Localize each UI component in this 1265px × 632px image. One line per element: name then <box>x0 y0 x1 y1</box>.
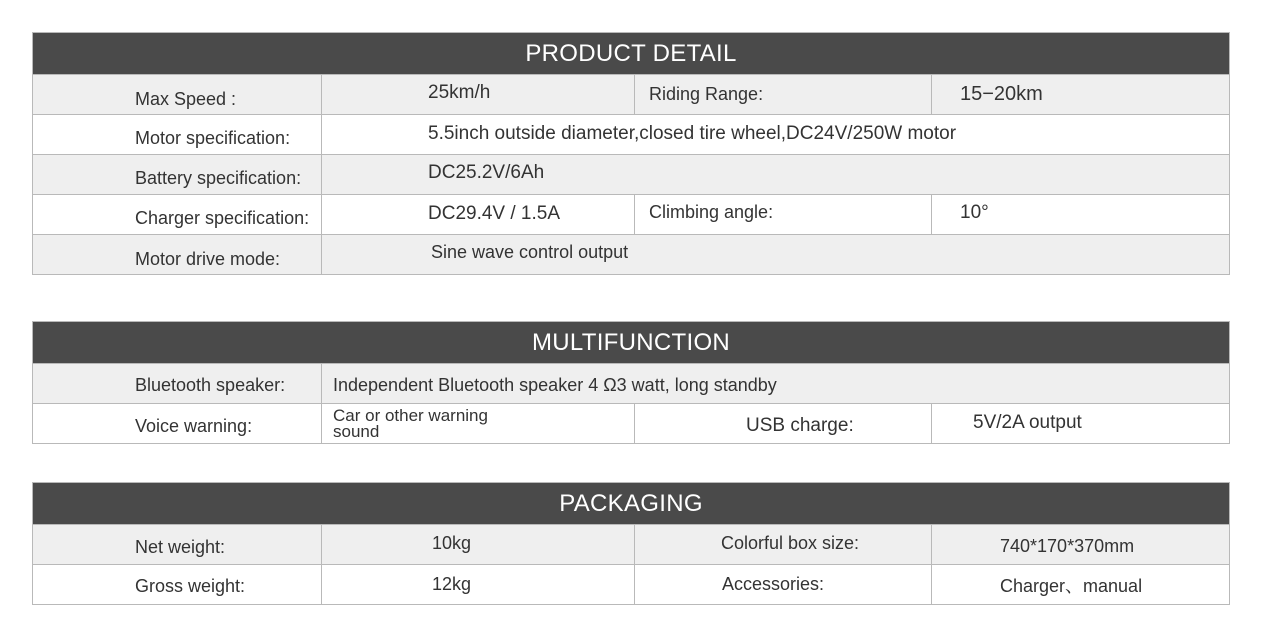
climbing-angle-label: Climbing angle: <box>649 202 774 222</box>
voice-warning-value <box>333 404 488 443</box>
max-speed-value: 25km/h <box>428 81 491 103</box>
table-row <box>33 524 1229 564</box>
multifunction-title: MULTIFUNCTION <box>33 322 1229 363</box>
motor-spec-value: 5.5inch outside diameter,closed tire wheel,DC24V/250W motor <box>428 122 957 144</box>
table-row <box>33 403 1229 443</box>
climbing-angle-value: 10° <box>960 201 989 223</box>
charger-spec-label: Charger specification: <box>135 208 310 228</box>
box-size-value: 740*170*370mm <box>1000 536 1135 556</box>
table-row <box>33 234 1229 274</box>
usb-charge-label: USB charge: <box>746 414 854 436</box>
voice-warning-value-line2: sound <box>333 421 380 441</box>
packaging-table <box>32 482 1230 605</box>
packaging-title: PACKAGING <box>33 483 1229 524</box>
box-size-label: Colorful box size: <box>721 533 860 553</box>
table-row <box>33 154 1229 194</box>
voice-warning-value-line1: Car or other warning <box>333 405 488 425</box>
battery-spec-value: DC25.2V/6Ah <box>428 161 545 183</box>
battery-spec-label: Battery specification: <box>135 168 302 188</box>
riding-range-value: 15−20km <box>960 83 1043 105</box>
accessories-value: Charger、manual <box>1000 575 1143 596</box>
max-speed-label: Max Speed : <box>135 89 237 109</box>
usb-charge-value: 5V/2A output <box>973 411 1082 433</box>
table-row <box>33 74 1229 114</box>
riding-range-label: Riding Range: <box>649 84 764 104</box>
voice-warning-label: Voice warning: <box>135 416 253 436</box>
net-weight-value: 10kg <box>432 533 472 553</box>
table-row <box>33 363 1229 403</box>
table-row <box>33 114 1229 154</box>
net-weight-label: Net weight: <box>135 537 226 557</box>
gross-weight-label: Gross weight: <box>135 576 246 596</box>
product-detail-title: PRODUCT DETAIL <box>33 33 1229 74</box>
accessories-label: Accessories: <box>722 574 825 594</box>
motor-spec-label: Motor specification: <box>135 128 291 148</box>
multifunction-table <box>32 321 1230 444</box>
drive-mode-value: Sine wave control output <box>431 242 629 262</box>
bluetooth-speaker-label: Bluetooth speaker: <box>135 375 286 395</box>
table-row <box>33 564 1229 604</box>
product-detail-table <box>32 32 1230 275</box>
bluetooth-speaker-value: Independent Bluetooth speaker 4 Ω3 watt, long standby <box>333 375 777 395</box>
charger-spec-value: DC29.4V / 1.5A <box>428 202 561 224</box>
drive-mode-label: Motor drive mode: <box>135 249 281 269</box>
gross-weight-value: 12kg <box>432 574 472 594</box>
table-row <box>33 194 1229 234</box>
